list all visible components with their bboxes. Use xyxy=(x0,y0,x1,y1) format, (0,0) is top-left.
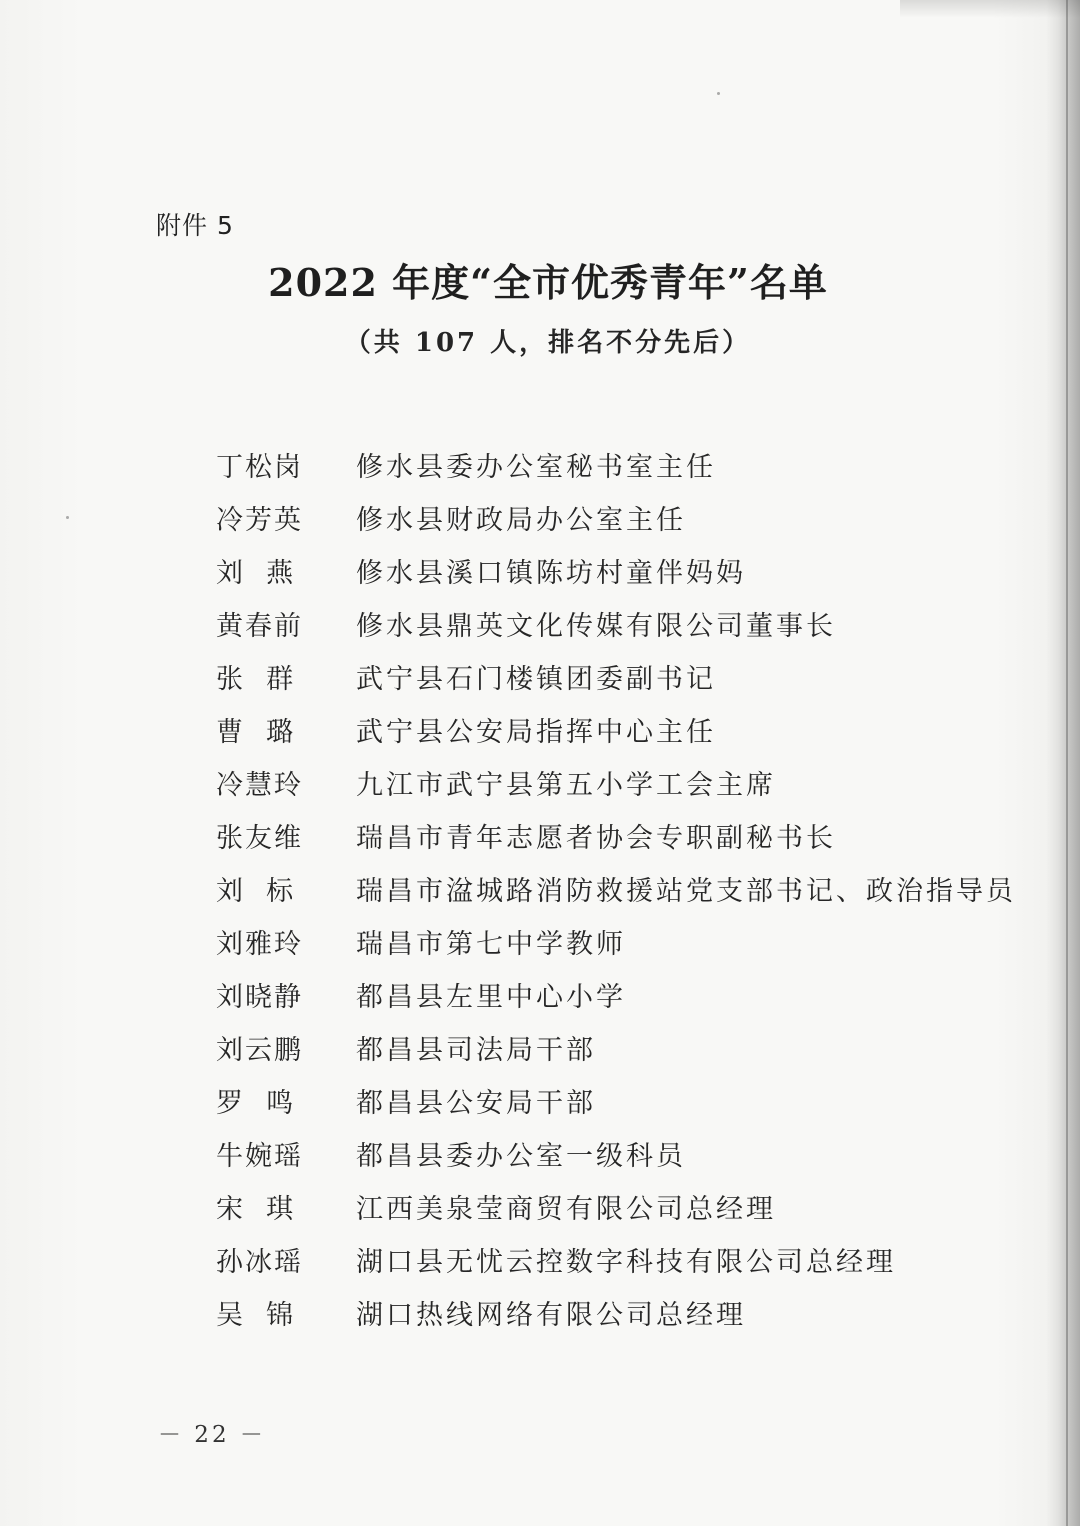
honoree-role: 修水县委办公室秘书室主任 xyxy=(356,452,716,483)
attachment-label: 附件 5 xyxy=(156,211,234,240)
honoree-row xyxy=(216,1286,976,1339)
honoree-role: 湖口热线网络有限公司总经理 xyxy=(356,1300,746,1331)
honoree-row xyxy=(216,915,976,968)
honoree-name: 张 群 xyxy=(216,664,296,695)
honoree-name: 孙冰瑶 xyxy=(216,1247,303,1278)
honoree-row xyxy=(216,703,976,756)
honoree-role: 武宁县石门楼镇团委副书记 xyxy=(356,664,716,695)
honoree-name: 刘云鹏 xyxy=(216,1035,303,1066)
document-subtitle: （共 107 人，排名不分先后） xyxy=(344,328,752,358)
honoree-name: 刘 燕 xyxy=(216,558,296,589)
honoree-name: 宋 琪 xyxy=(216,1194,296,1225)
honoree-name: 刘 标 xyxy=(216,876,296,907)
honoree-role: 瑞昌市青年志愿者协会专职副秘书长 xyxy=(356,823,836,854)
honoree-row xyxy=(216,1021,976,1074)
honoree-role: 九江市武宁县第五小学工会主席 xyxy=(356,770,776,801)
page-edge-shadow xyxy=(1046,0,1080,1526)
honoree-row xyxy=(216,809,976,862)
honoree-name: 刘晓静 xyxy=(216,982,303,1013)
honoree-name: 丁松岗 xyxy=(216,452,303,483)
honoree-name: 罗 鸣 xyxy=(216,1088,296,1119)
honoree-row xyxy=(216,968,976,1021)
honoree-row xyxy=(216,862,1016,915)
honoree-role: 武宁县公安局指挥中心主任 xyxy=(356,717,716,748)
honoree-list xyxy=(216,438,1016,1339)
scan-speck xyxy=(717,92,720,95)
honoree-role: 瑞昌市湓城路消防救援站党支部书记、政治指导员 xyxy=(356,876,1016,907)
honoree-role: 瑞昌市第七中学教师 xyxy=(356,929,626,960)
honoree-name: 冷芳英 xyxy=(216,505,303,536)
honoree-row xyxy=(216,756,976,809)
honoree-role: 都昌县公安局干部 xyxy=(356,1088,596,1119)
honoree-row xyxy=(216,597,976,650)
honoree-role: 湖口县无忧云控数字科技有限公司总经理 xyxy=(356,1247,896,1278)
honoree-name: 刘雅玲 xyxy=(216,929,303,960)
honoree-row xyxy=(216,491,976,544)
honoree-row xyxy=(216,438,976,491)
honoree-role: 江西美泉莹商贸有限公司总经理 xyxy=(356,1194,776,1225)
honoree-name: 牛婉瑶 xyxy=(216,1141,303,1172)
honoree-role: 修水县溪口镇陈坊村童伴妈妈 xyxy=(356,558,746,589)
honoree-name: 曹 璐 xyxy=(216,717,296,748)
honoree-role: 修水县鼎英文化传媒有限公司董事长 xyxy=(356,611,836,642)
honoree-row xyxy=(216,1233,976,1286)
honoree-row xyxy=(216,544,976,597)
honoree-row xyxy=(216,1180,976,1233)
page-edge-line xyxy=(1066,0,1068,1526)
honoree-role: 都昌县司法局干部 xyxy=(356,1035,596,1066)
scan-speck xyxy=(66,516,69,519)
honoree-row xyxy=(216,1127,976,1180)
honoree-row xyxy=(216,1074,976,1127)
honoree-name: 张友维 xyxy=(216,823,303,854)
honoree-name: 冷慧玲 xyxy=(216,770,303,801)
page-number: － 22 － xyxy=(158,1422,266,1448)
document-title: 2022 年度“全市优秀青年”名单 xyxy=(268,260,828,305)
honoree-row xyxy=(216,650,976,703)
honoree-role: 都昌县左里中心小学 xyxy=(356,982,626,1013)
honoree-role: 都昌县委办公室一级科员 xyxy=(356,1141,686,1172)
honoree-role: 修水县财政局办公室主任 xyxy=(356,505,686,536)
honoree-name: 黄春前 xyxy=(216,611,303,642)
honoree-name: 吴 锦 xyxy=(216,1300,296,1331)
